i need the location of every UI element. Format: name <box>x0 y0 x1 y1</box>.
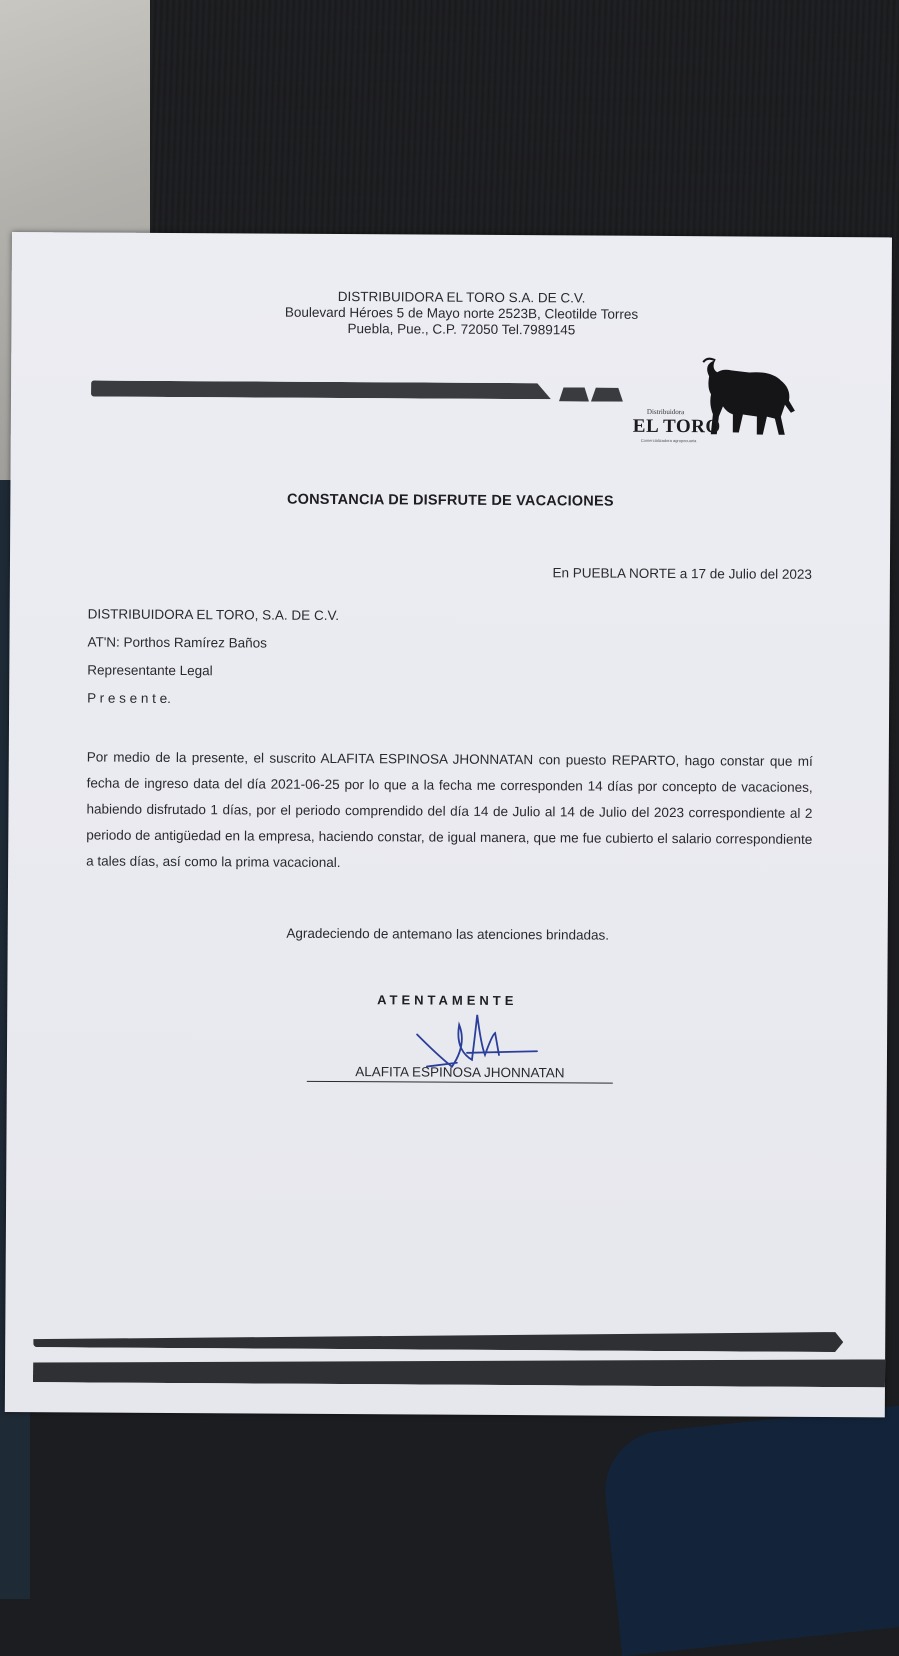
signer-name: ALAFITA ESPINOSA JHONNATAN <box>307 1064 613 1084</box>
recipient-block <box>87 600 339 714</box>
background-desk <box>150 0 899 260</box>
logo-small-text: Distribuidora <box>646 407 685 417</box>
document-title: CONSTANCIA DE DISFRUTE DE VACACIONES <box>286 491 614 510</box>
date-line: En PUEBLA NORTE a 17 de Julio del 2023 <box>552 565 812 582</box>
thanks-line: Agradeciendo de antemano las atenciones brindadas. <box>286 925 610 943</box>
recipient-company: DISTRIBUIDORA EL TORO, S.A. DE C.V. <box>87 606 340 624</box>
footer-bar <box>33 1354 885 1387</box>
logo-tagline: Comercializadora agropecuaria <box>640 437 697 444</box>
background-object <box>599 1404 899 1656</box>
company-header <box>261 289 661 339</box>
header-bar <box>91 380 551 399</box>
recipient-role: Representante Legal <box>87 662 213 679</box>
logo-brand-text: EL TORO <box>632 415 721 438</box>
body-paragraph: Por medio de la presente, el suscrito ALAFITA ESPINOSA JHONNATAN con puesto REPARTO, hago constar que mí fecha de ingreso data del día 2021-06-25 por lo que a la fecha me corresponden 14 días por concepto de vacaciones, habiendo disfrutado 1 días, por el periodo comprendido del día 14 de Julio al 14 de Julio del 2023 correspondiente al 2 periodo de antigüedad en la empresa, haciendo constar, de igual manera, que me fue cubierto el salario correspondiente a tales días, así como la prima vacacional. <box>86 749 813 871</box>
recipient-present: P r e s e n t e. <box>87 690 171 706</box>
document-paper <box>5 232 892 1417</box>
closing-label: ATENTAMENTE <box>377 992 518 1009</box>
footer-bar <box>33 1327 843 1352</box>
header-bar-segment <box>591 388 623 402</box>
company-address-line1: Boulevard Héroes 5 de Mayo norte 2523B, Cleotilde Torres <box>284 304 639 322</box>
company-address-line2: Puebla, Pue., C.P. 72050 Tel.7989145 <box>347 321 576 338</box>
header-bar-segment <box>559 387 589 401</box>
company-name: DISTRIBUIDORA EL TORO S.A. DE C.V. <box>337 288 586 306</box>
recipient-attn: AT'N: Porthos Ramírez Baños <box>87 634 267 651</box>
